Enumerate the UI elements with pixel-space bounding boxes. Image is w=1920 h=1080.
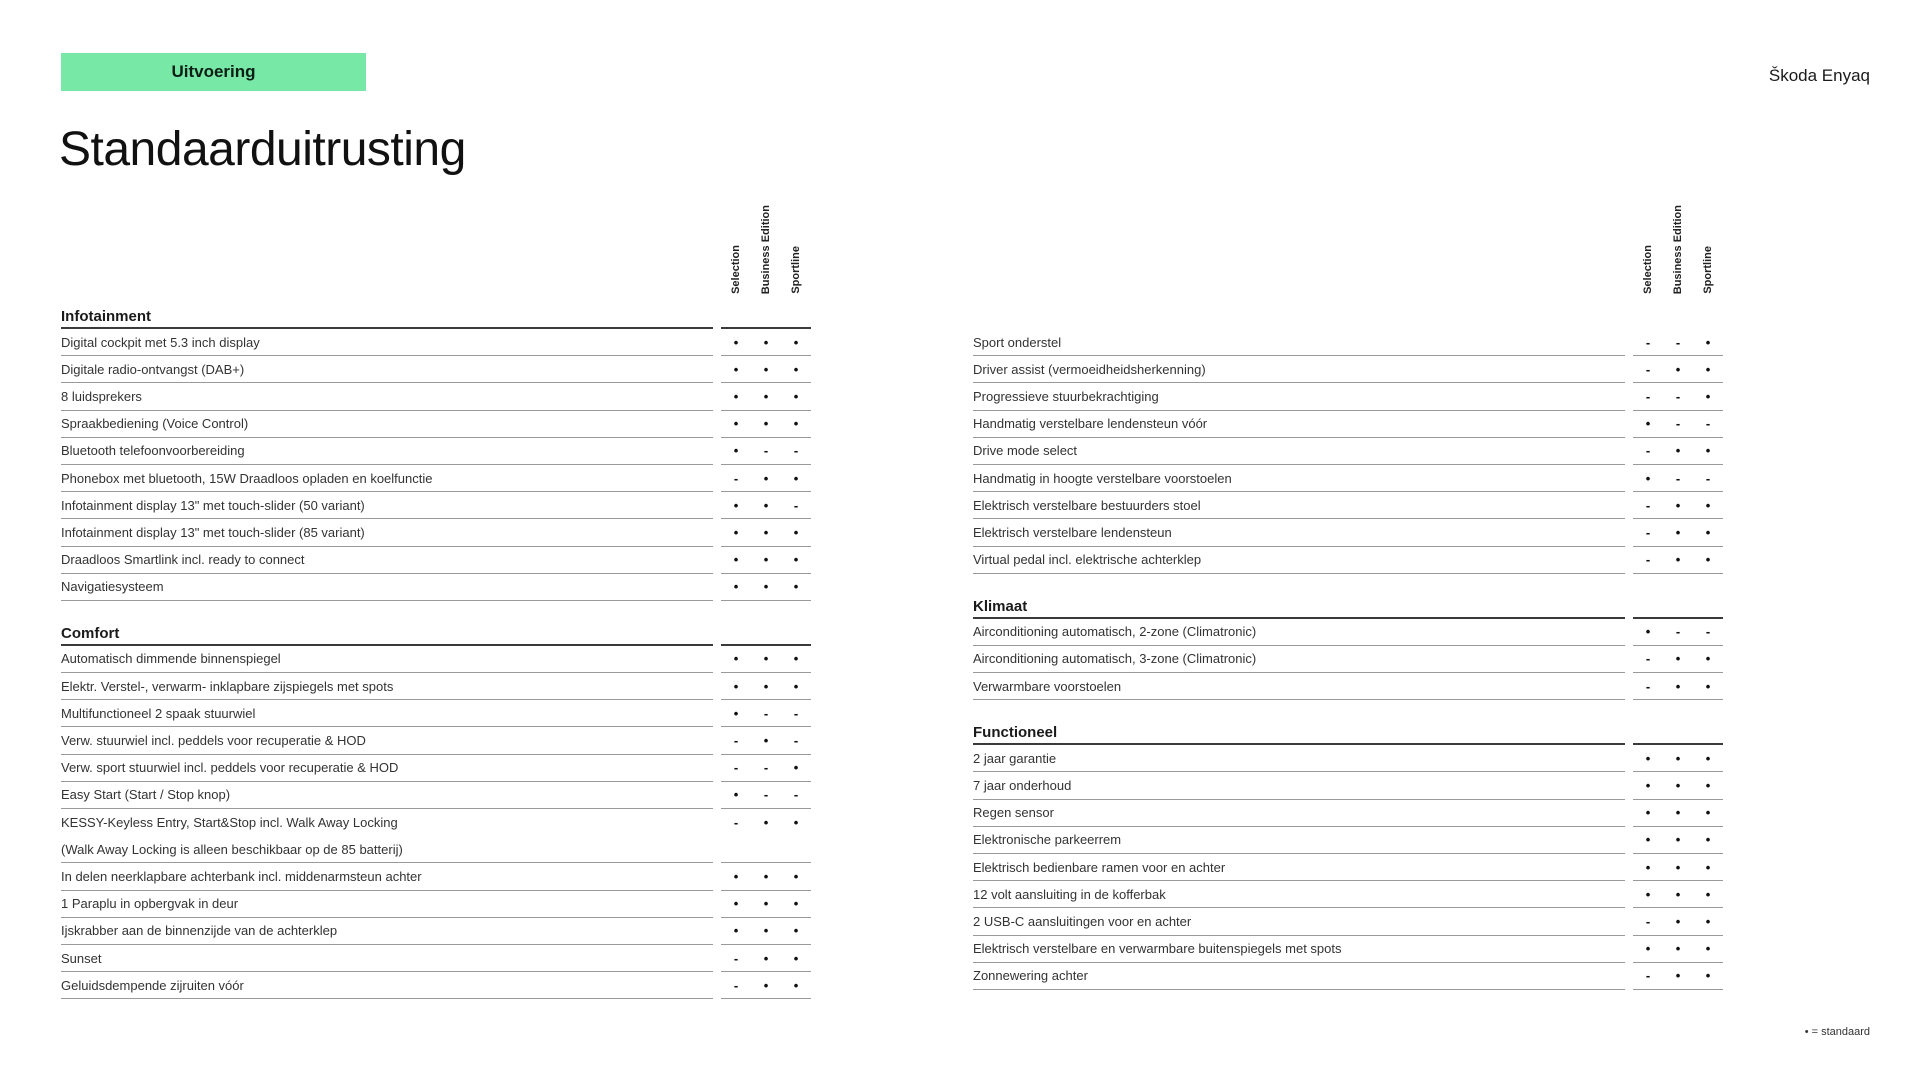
feature-name: Draadloos Smartlink incl. ready to connect — [61, 547, 713, 574]
section-header-rule — [1633, 716, 1663, 745]
availability-mark: • — [763, 815, 769, 831]
feature-name: Navigatiesysteem — [61, 574, 713, 601]
section-header — [61, 300, 811, 329]
availability-mark: • — [1633, 619, 1663, 646]
availability-mark: • — [1633, 936, 1663, 963]
availability-mark: - — [751, 782, 781, 809]
availability-mark: • — [751, 383, 781, 410]
table-row — [61, 673, 811, 700]
availability-mark: • — [751, 863, 781, 890]
table-row — [973, 745, 1723, 772]
table-row — [973, 646, 1723, 673]
availability-mark: - — [1633, 908, 1663, 935]
feature-name: Progressieve stuurbekrachtiging — [973, 383, 1625, 410]
availability-mark: • — [1663, 800, 1693, 827]
feature-name: Airconditioning automatisch, 2-zone (Climatronic) — [973, 619, 1625, 646]
table-row — [61, 809, 811, 836]
availability-mark: • — [1693, 745, 1723, 772]
availability-mark: • — [1663, 519, 1693, 546]
section-header-rule — [751, 617, 781, 646]
availability-mark: • — [1633, 881, 1663, 908]
section-header — [973, 590, 1723, 619]
availability-mark: • — [751, 727, 781, 754]
availability-mark: • — [1663, 827, 1693, 854]
table-row — [61, 356, 811, 383]
availability-mark: - — [781, 700, 811, 727]
table-row — [973, 356, 1723, 383]
availability-mark: • — [781, 646, 811, 673]
availability-mark: - — [1693, 465, 1723, 492]
feature-name: (Walk Away Locking is alleen beschikbaar op de 85 batterij) — [61, 836, 713, 863]
equipment-section — [973, 716, 1723, 990]
table-row — [61, 945, 811, 972]
availability-mark: - — [1663, 329, 1693, 356]
availability-mark: • — [751, 492, 781, 519]
section-header-rule — [1663, 716, 1693, 745]
availability-mark: • — [1663, 908, 1693, 935]
equipment-section — [973, 590, 1723, 701]
section-header-rule — [1693, 590, 1723, 619]
availability-mark: • — [751, 972, 781, 999]
availability-mark: • — [1663, 646, 1693, 673]
feature-name: Elektronische parkeerrem — [973, 827, 1625, 854]
feature-name: Driver assist (vermoeidheidsherkenning) — [973, 356, 1625, 383]
section-title: Functioneel — [973, 716, 1625, 745]
feature-name: Virtual pedal incl. elektrische achterklep — [973, 547, 1625, 574]
availability-mark: • — [793, 815, 799, 831]
table-row — [973, 800, 1723, 827]
availability-mark: • — [1693, 854, 1723, 881]
feature-name: 2 USB-C aansluitingen voor en achter — [973, 908, 1625, 935]
availability-mark: • — [1693, 646, 1723, 673]
availability-mark: • — [751, 519, 781, 546]
feature-name: KESSY-Keyless Entry, Start&Stop incl. Walk Away Locking — [61, 815, 398, 831]
availability-mark: • — [1633, 745, 1663, 772]
column-header-label: Sportline — [1702, 246, 1714, 294]
availability-mark: • — [781, 945, 811, 972]
availability-mark: - — [1633, 438, 1663, 465]
availability-mark: - — [1633, 329, 1663, 356]
availability-mark: • — [1693, 547, 1723, 574]
feature-name: Elektr. Verstel-, verwarm- inklapbare zijspiegels met spots — [61, 673, 713, 700]
feature-name: Verw. sport stuurwiel incl. peddels voor recuperatie & HOD — [61, 755, 713, 782]
availability-mark: • — [721, 492, 751, 519]
column-header-label: Sportline — [790, 246, 802, 294]
feature-name: Ijskrabber aan de binnenzijde van de achterklep — [61, 918, 713, 945]
availability-mark: • — [1633, 772, 1663, 799]
availability-mark: - — [751, 755, 781, 782]
table-row — [61, 972, 811, 999]
availability-mark: • — [781, 673, 811, 700]
availability-mark: • — [1693, 772, 1723, 799]
feature-name: Spraakbediening (Voice Control) — [61, 411, 713, 438]
feature-name: Sport onderstel — [973, 329, 1625, 356]
column-header-label: Selection — [1642, 245, 1654, 294]
table-row — [973, 465, 1723, 492]
availability-mark: • — [721, 383, 751, 410]
feature-name: Geluidsdempende zijruiten vóór — [61, 972, 713, 999]
column-header-cell — [751, 205, 781, 294]
section-header-rule — [1633, 590, 1663, 619]
section-header-rule — [721, 300, 751, 329]
equipment-section — [61, 617, 811, 999]
availability-mark: • — [1663, 356, 1693, 383]
table-row — [973, 492, 1723, 519]
feature-name: Airconditioning automatisch, 3-zone (Climatronic) — [973, 646, 1625, 673]
availability-mark: • — [721, 700, 751, 727]
availability-mark: • — [1633, 827, 1663, 854]
availability-mark: • — [751, 411, 781, 438]
availability-mark: • — [781, 411, 811, 438]
table-row — [61, 329, 811, 356]
feature-name: Elektrisch bedienbare ramen voor en achter — [973, 854, 1625, 881]
availability-mark: • — [721, 356, 751, 383]
page-title: Standaarduitrusting — [59, 123, 466, 176]
column-header-cell — [1693, 246, 1723, 294]
availability-mark: • — [781, 383, 811, 410]
availability-mark: • — [1633, 854, 1663, 881]
table-row — [973, 619, 1723, 646]
availability-mark: - — [1633, 492, 1663, 519]
availability-mark: - — [1633, 963, 1663, 990]
section-tag: Uitvoering — [61, 53, 366, 91]
table-row — [61, 438, 811, 465]
availability-mark: • — [1663, 438, 1693, 465]
feature-name: Automatisch dimmende binnenspiegel — [61, 646, 713, 673]
availability-mark: - — [781, 438, 811, 465]
section-header — [973, 716, 1723, 745]
availability-mark: - — [721, 945, 751, 972]
column-header-label: Business Edition — [1672, 204, 1684, 294]
availability-mark: • — [781, 972, 811, 999]
availability-mark: • — [781, 547, 811, 574]
availability-mark: - — [721, 972, 751, 999]
availability-mark: • — [1663, 772, 1693, 799]
availability-mark: - — [751, 438, 781, 465]
feature-name: Digitale radio-ontvangst (DAB+) — [61, 356, 713, 383]
availability-mark: • — [721, 438, 751, 465]
table-row — [973, 772, 1723, 799]
feature-name: Zonnewering achter — [973, 963, 1625, 990]
availability-mark: • — [721, 891, 751, 918]
availability-mark: - — [1693, 619, 1723, 646]
table-row — [61, 574, 811, 601]
availability-mark: • — [751, 356, 781, 383]
legend: • = standaard — [1804, 1026, 1870, 1038]
availability-mark: • — [781, 891, 811, 918]
table-row — [61, 836, 811, 863]
table-row — [61, 383, 811, 410]
feature-name: 7 jaar onderhoud — [973, 772, 1625, 799]
availability-mark: • — [1693, 383, 1723, 410]
section-title: Infotainment — [61, 300, 713, 329]
availability-mark: • — [721, 547, 751, 574]
availability-mark: • — [1693, 673, 1723, 700]
availability-mark: - — [781, 727, 811, 754]
equipment-section — [973, 329, 1723, 574]
availability-mark: • — [721, 863, 751, 890]
availability-mark: • — [721, 329, 751, 356]
availability-mark: • — [1633, 411, 1663, 438]
availability-mark: • — [751, 673, 781, 700]
table-row — [973, 963, 1723, 990]
table-row — [973, 438, 1723, 465]
section-header-rule — [1663, 590, 1693, 619]
right-equipment-table — [973, 196, 1723, 990]
availability-mark: • — [721, 673, 751, 700]
table-row — [973, 908, 1723, 935]
feature-name: Bluetooth telefoonvoorbereiding — [61, 438, 713, 465]
left-equipment-table — [61, 196, 811, 999]
availability-mark: • — [751, 891, 781, 918]
availability-mark: - — [721, 727, 751, 754]
availability-mark: • — [721, 918, 751, 945]
availability-mark: • — [781, 863, 811, 890]
table-row — [61, 891, 811, 918]
availability-mark: • — [1663, 547, 1693, 574]
table-row — [61, 918, 811, 945]
feature-name: Elektrisch verstelbare lendensteun — [973, 519, 1625, 546]
availability-mark — [721, 836, 751, 863]
table-row — [61, 547, 811, 574]
table-row — [61, 492, 811, 519]
section-header-rule — [1693, 716, 1723, 745]
feature-name: 1 Paraplu in opbergvak in deur — [61, 891, 713, 918]
availability-mark: • — [721, 646, 751, 673]
availability-mark: • — [751, 646, 781, 673]
availability-mark: - — [781, 782, 811, 809]
availability-mark: - — [751, 700, 781, 727]
availability-mark: • — [1693, 963, 1723, 990]
column-header-cell — [1633, 245, 1663, 294]
section-header-rule — [781, 300, 811, 329]
availability-mark: • — [1663, 673, 1693, 700]
availability-mark: • — [1693, 438, 1723, 465]
feature-name: Digital cockpit met 5.3 inch display — [61, 329, 713, 356]
availability-mark: • — [751, 945, 781, 972]
feature-name: In delen neerklapbare achterbank incl. middenarmsteun achter — [61, 863, 713, 890]
feature-name: Handmatig verstelbare lendensteun vóór — [973, 411, 1625, 438]
feature-name: 8 luidsprekers — [61, 383, 713, 410]
availability-mark: • — [751, 918, 781, 945]
feature-name: Verwarmbare voorstoelen — [973, 673, 1625, 700]
availability-mark: • — [1693, 492, 1723, 519]
availability-mark: • — [1693, 881, 1723, 908]
availability-mark: - — [1693, 411, 1723, 438]
availability-mark: • — [751, 465, 781, 492]
table-row — [973, 881, 1723, 908]
feature-name: Infotainment display 13" met touch-slider (50 variant) — [61, 492, 713, 519]
table-row — [973, 827, 1723, 854]
availability-mark: • — [1663, 963, 1693, 990]
availability-mark: • — [721, 519, 751, 546]
section-header-rule — [721, 617, 751, 646]
availability-mark: • — [751, 329, 781, 356]
availability-mark: • — [1663, 492, 1693, 519]
availability-mark: • — [781, 574, 811, 601]
feature-name: Regen sensor — [973, 800, 1625, 827]
availability-mark: - — [781, 492, 811, 519]
section-header — [61, 617, 811, 646]
availability-mark: • — [751, 574, 781, 601]
feature-name: 2 jaar garantie — [973, 745, 1625, 772]
feature-name: Elektrisch verstelbare bestuurders stoel — [973, 492, 1625, 519]
table-row — [61, 465, 811, 492]
brand-label: Škoda Enyaq — [1768, 66, 1870, 85]
availability-mark: • — [781, 519, 811, 546]
table-row — [973, 547, 1723, 574]
availability-mark: • — [1663, 745, 1693, 772]
availability-mark: • — [721, 782, 751, 809]
availability-mark: - — [1663, 465, 1693, 492]
table-row — [61, 727, 811, 754]
table-row — [61, 519, 811, 546]
section-header-rule — [751, 300, 781, 329]
equipment-section — [61, 300, 811, 601]
table-row — [61, 782, 811, 809]
feature-name: Elektrisch verstelbare en verwarmbare buitenspiegels met spots — [973, 936, 1625, 963]
column-header-cell — [721, 245, 751, 294]
availability-mark: • — [1663, 936, 1693, 963]
column-header-row — [973, 196, 1723, 300]
availability-mark: - — [721, 465, 751, 492]
availability-mark: - — [1663, 619, 1693, 646]
section-title: Comfort — [61, 617, 713, 646]
availability-mark: • — [1693, 800, 1723, 827]
availability-mark: - — [1633, 383, 1663, 410]
availability-mark — [781, 836, 811, 863]
section-title: Klimaat — [973, 590, 1625, 619]
column-header-cell — [1663, 205, 1693, 294]
feature-name: Handmatig in hoogte verstelbare voorstoelen — [973, 465, 1625, 492]
availability-mark: • — [1693, 936, 1723, 963]
availability-mark: - — [1663, 383, 1693, 410]
availability-mark: • — [1693, 908, 1723, 935]
availability-mark: • — [781, 465, 811, 492]
availability-mark: • — [781, 755, 811, 782]
table-row — [973, 854, 1723, 881]
availability-mark: • — [1633, 800, 1663, 827]
availability-mark: • — [721, 574, 751, 601]
feature-name: Easy Start (Start / Stop knop) — [61, 782, 713, 809]
availability-mark: • — [751, 547, 781, 574]
table-row — [973, 329, 1723, 356]
column-header-label: Selection — [730, 245, 742, 294]
feature-name: Verw. stuurwiel incl. peddels voor recuperatie & HOD — [61, 727, 713, 754]
feature-name: Drive mode select — [973, 438, 1625, 465]
availability-mark: - — [1633, 356, 1663, 383]
availability-mark: • — [781, 356, 811, 383]
feature-name: Sunset — [61, 945, 713, 972]
feature-name: Infotainment display 13" met touch-slider (85 variant) — [61, 519, 713, 546]
table-row — [61, 411, 811, 438]
availability-mark: - — [721, 755, 751, 782]
availability-mark: - — [733, 815, 739, 831]
table-row — [973, 411, 1723, 438]
section-header-rule — [781, 617, 811, 646]
table-row — [61, 755, 811, 782]
table-row — [61, 700, 811, 727]
availability-mark: • — [721, 411, 751, 438]
availability-mark: - — [1633, 519, 1663, 546]
availability-mark: • — [1693, 329, 1723, 356]
table-row — [973, 936, 1723, 963]
table-row — [61, 646, 811, 673]
availability-mark: • — [1663, 881, 1693, 908]
availability-mark: - — [1663, 411, 1693, 438]
column-header-row — [61, 196, 811, 300]
table-row — [973, 673, 1723, 700]
availability-mark: • — [781, 918, 811, 945]
availability-mark: • — [1633, 465, 1663, 492]
table-row — [973, 383, 1723, 410]
feature-name: 12 volt aansluiting in de kofferbak — [973, 881, 1625, 908]
availability-mark: • — [1693, 519, 1723, 546]
availability-mark: • — [781, 329, 811, 356]
feature-name: Multifunctioneel 2 spaak stuurwiel — [61, 700, 713, 727]
column-header-cell — [781, 246, 811, 294]
availability-mark: • — [1693, 356, 1723, 383]
availability-mark: - — [1633, 673, 1663, 700]
availability-mark: • — [1663, 854, 1693, 881]
availability-mark: - — [1633, 646, 1663, 673]
availability-mark — [751, 836, 781, 863]
availability-mark: - — [1633, 547, 1663, 574]
table-row — [973, 519, 1723, 546]
column-header-label: Business Edition — [760, 204, 772, 294]
feature-name: Phonebox met bluetooth, 15W Draadloos opladen en koelfunctie — [61, 465, 713, 492]
table-row — [61, 863, 811, 890]
availability-mark: • — [1693, 827, 1723, 854]
